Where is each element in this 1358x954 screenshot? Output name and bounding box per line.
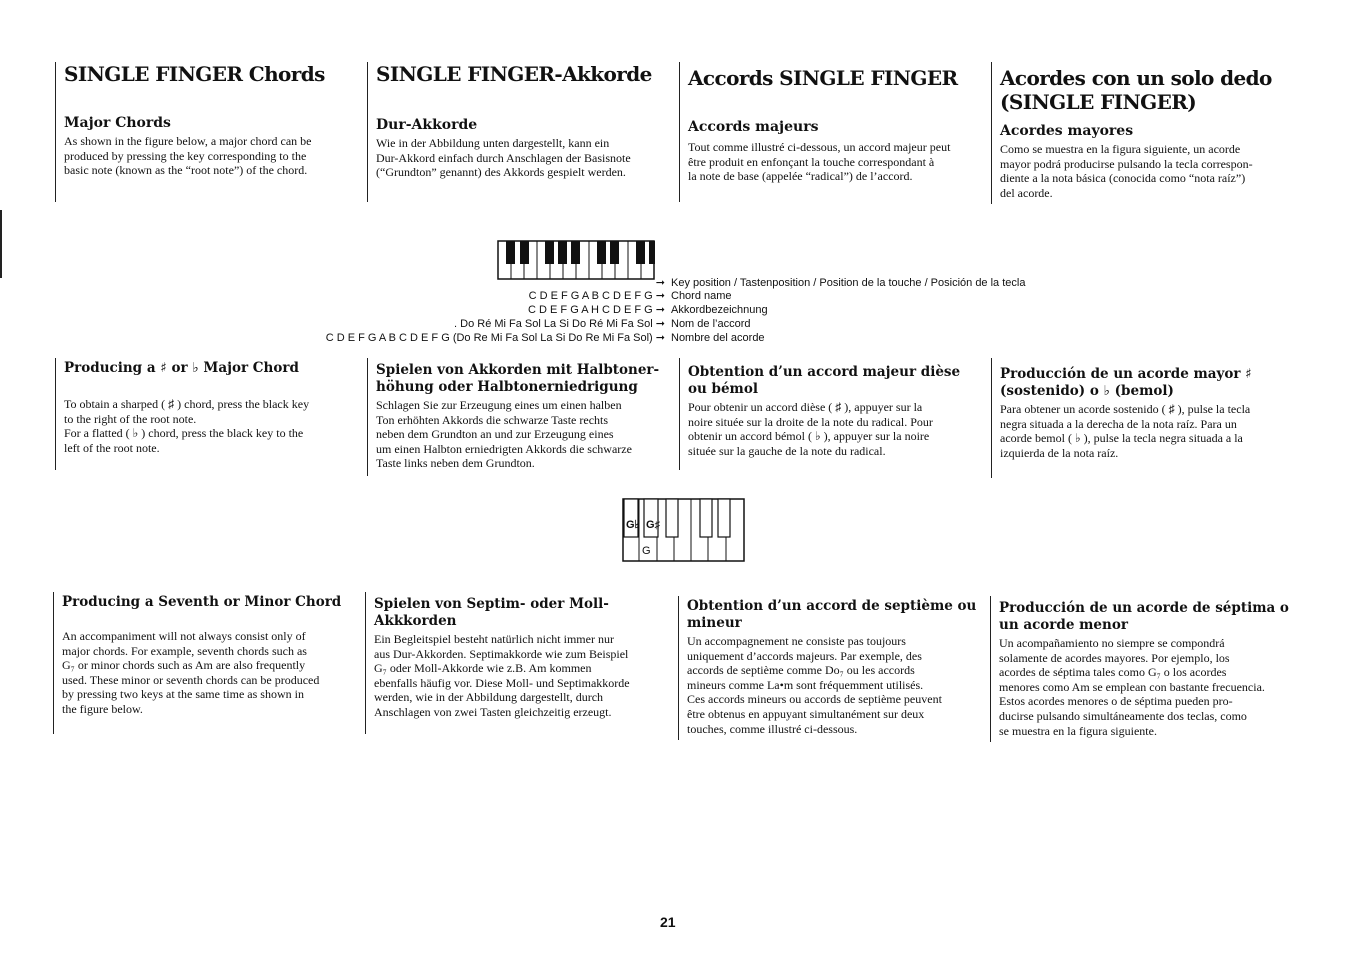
section-body: Un accompagnement ne consiste pas toujours uniquement d’accords majeurs. Par exemple, des accords de septième comme Do₇ ou les accords mineurs comme La•m sont fréquemment utilisés. Ces accords mineurs ou accords de septième peuvent être obtenus en appuyant simultanément sur deux touches, comme illustré ci-dessous. xyxy=(687,634,942,736)
legend-label-akkord xyxy=(671,303,768,317)
legend-row-nombre xyxy=(200,331,665,345)
arrow-icon: ➞ xyxy=(655,277,665,289)
legend-label: Nombre del acorde xyxy=(671,332,765,344)
arrow-icon: ➞ xyxy=(655,304,665,316)
section-title: SINGLE FINGER-Akkorde xyxy=(376,62,652,86)
arrow-icon: ➞ xyxy=(655,290,665,302)
section-title: Spielen von Septim- oder Moll- Akkkorden xyxy=(374,596,609,629)
seventh-minor-en xyxy=(53,592,358,734)
root-key-label: G xyxy=(642,545,651,557)
page-number: 21 xyxy=(660,914,676,930)
section-body: Schlagen Sie zur Erzeugung eines um einen halben Ton erhöhten Akkords die schwarze Taste rechts neben dem Grundton an und zur Erzeugung eines um einen Halbton erniedrigten Akkords die schwarze Taste links neben dem Grundton. xyxy=(376,398,632,471)
section-body: Tout comme illustré ci-dessous, un accord majeur peut être produit en enfonçant la touche correspondant à la note de base (appelée “radical”) de l’accord. xyxy=(688,140,951,184)
section-title: SINGLE FINGER Chords xyxy=(64,62,325,86)
section-title: Spielen von Akkorden mit Halbtoner- höhung oder Halbtonerniedrigung xyxy=(376,362,660,395)
small-keyboard-diagram xyxy=(622,498,746,564)
legend-label-key-position xyxy=(671,276,1025,290)
black-key-label: G♯ xyxy=(646,519,661,531)
legend-label: Akkordbezeichnung xyxy=(671,304,768,316)
intro-de xyxy=(367,62,672,202)
section-subtitle: Major Chords xyxy=(64,115,171,131)
section-body: As shown in the figure below, a major chord can be produced by pressing the key corresponding to the basic note (known as the “root note”) of the chord. xyxy=(64,134,312,178)
legend-notes xyxy=(326,331,665,345)
section-body: Pour obtenir un accord dièse ( ♯ ), appuyer sur la noire située sur la droite de la note du radical. Pour obtenir un accord bémol ( ♭ ), appuyer sur la noire située sur la gauche de la note du radical. xyxy=(688,400,933,458)
legend-label-chord-name xyxy=(671,289,732,303)
arrow-icon: ➞ xyxy=(655,318,665,330)
page-edge-mark xyxy=(0,210,2,278)
legend-notes xyxy=(529,289,665,303)
notes-text: . Do Ré Mi Fa Sol La Si Do Ré Mi Fa Sol xyxy=(454,318,653,330)
intro-en xyxy=(55,62,360,202)
section-body: Como se muestra en la figura siguiente, un acorde mayor podrá producirse pulsando la tecla correspon- diente a la nota básica (conocida como “nota raíz”) del acorde. xyxy=(1000,142,1253,200)
legend-label: Chord name xyxy=(671,290,732,302)
legend-row-key-position xyxy=(200,276,665,290)
section-body: Un acompañamiento no siempre se compondrá solamente de acordes mayores. Por ejemplo, los acordes de séptima tales como G₇ o los acordes menores como Am se emplean con bastante frecuencia. Estos acordes menores o de séptima pueden pro- ducirse pulsando simultáneamente dos teclas, como se muestra en la figura siguiente. xyxy=(999,636,1265,738)
section-title: Producción de un acorde mayor ♯ (sostenido) o ♭ (bemol) xyxy=(1000,366,1252,399)
sharp-flat-es xyxy=(991,358,1301,478)
section-title: Acordes con un solo dedo (SINGLE FINGER) xyxy=(1000,66,1272,114)
legend-row-nom xyxy=(200,317,665,331)
legend-label: Key position / Tastenposition / Position de la touche / Posición de la tecla xyxy=(671,277,1026,289)
intro-es xyxy=(991,62,1301,204)
section-body: Wie in der Abbildung unten dargestellt, kann ein Dur-Akkord einfach durch Anschlagen der Basisnote (“Grundton” genannt) des Akkords gespielt werden. xyxy=(376,136,631,180)
section-subtitle: Accords majeurs xyxy=(688,119,819,135)
black-key-label: G♭ xyxy=(626,519,640,531)
sharp-flat-de xyxy=(367,358,672,476)
section-title: Obtention d’un accord majeur dièse ou bémol xyxy=(688,364,961,397)
seventh-minor-de xyxy=(365,592,670,734)
seventh-minor-es xyxy=(990,596,1300,742)
section-body: An accompaniment will not always consist only of major chords. For example, seventh chords such as G₇ or minor chords such as Am are also frequently used. These minor or seventh chords can be produced by pressing two keys at the same time as shown in the figure below. xyxy=(62,629,320,716)
legend-row-akkord xyxy=(200,303,665,317)
section-subtitle: Dur-Akkorde xyxy=(376,117,478,133)
arrow-icon: ➞ xyxy=(655,332,665,344)
section-title: Producing a ♯ or ♭ Major Chord xyxy=(64,360,299,376)
section-title: Accords SINGLE FINGER xyxy=(688,66,958,90)
section-body: Ein Begleitspiel besteht natürlich nicht immer nur aus Dur-Akkorden. Septimakkorde wie zum Beispiel G₇ oder Moll-Akkorde wie z.B. Am kommen ebenfalls häufig vor. Diese Moll- und Septimakkorde werden, wie in der Abbildung dargestellt, durch Anschlagen von zwei Tasten gleichzeitig erzeugt. xyxy=(374,632,630,719)
section-body: Para obtener un acorde sostenido ( ♯ ), pulse la tecla negra situada a la derecha de la nota raíz. Para un acorde bemol ( ♭ ), pulse la tecla negra situada a la izquierda de la nota raíz. xyxy=(1000,402,1251,460)
section-title: Obtention d’un accord de septième ou mineur xyxy=(687,598,977,631)
notes-text: C D E F G A B C D E F G xyxy=(528,290,653,302)
seventh-minor-fr xyxy=(678,596,988,740)
sharp-flat-en xyxy=(55,358,360,470)
key-legend xyxy=(200,274,1100,346)
section-title: Producción de un acorde de séptima o un acorde menor xyxy=(999,600,1289,633)
sharp-flat-fr xyxy=(679,358,984,470)
intro-fr xyxy=(679,62,989,202)
notes-text: C D E F G A H C D E F G xyxy=(528,304,653,316)
legend-label: Nom de l’accord xyxy=(671,318,751,330)
section-title: Producing a Seventh or Minor Chord xyxy=(62,594,342,610)
legend-notes xyxy=(454,317,665,331)
legend-label-nom xyxy=(671,317,750,331)
section-body: To obtain a sharped ( ♯ ) chord, press the black key to the right of the root note. For a flatted ( ♭ ) chord, press the black key to the left of the root note. xyxy=(64,397,310,455)
section-subtitle: Acordes mayores xyxy=(1000,123,1134,139)
notes-text: C D E F G A B C D E F G (Do Re Mi Fa Sol La Si Do Re Mi Fa Sol) xyxy=(325,332,653,344)
legend-notes xyxy=(528,303,665,317)
legend-row-chord-name xyxy=(200,289,665,303)
legend-label-nombre xyxy=(671,331,765,345)
